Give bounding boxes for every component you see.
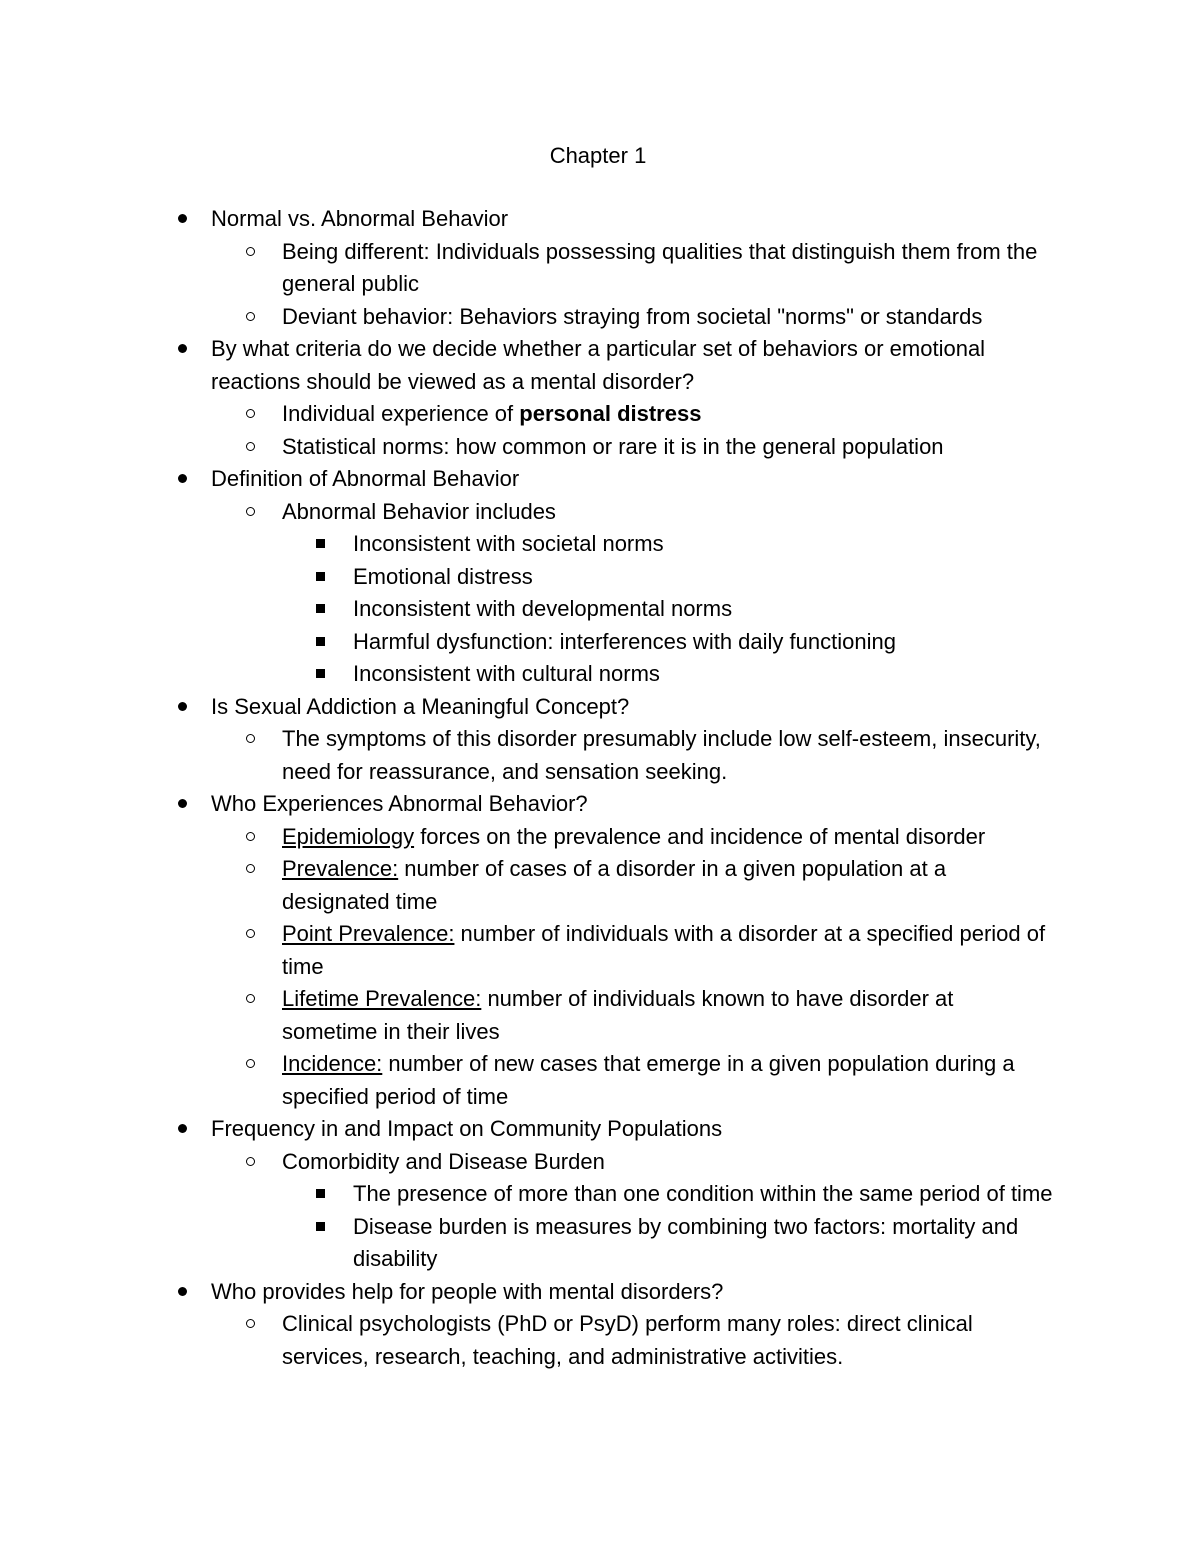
bullet-dot-icon bbox=[178, 474, 187, 483]
bullet-dot-icon bbox=[178, 799, 187, 808]
bullet-circle-icon bbox=[246, 507, 255, 516]
list-item bbox=[0, 821, 1054, 854]
list-item-text: Individual experience of bbox=[282, 401, 520, 426]
bullet-circle-icon bbox=[246, 1319, 255, 1328]
sub-list-item bbox=[0, 593, 1055, 626]
list-item bbox=[0, 1048, 1054, 1113]
list-item-text: Comorbidity and Disease Burden bbox=[282, 1148, 605, 1174]
bullet-square-icon bbox=[316, 1222, 325, 1231]
sub-list-item-text: The presence of more than one condition within the same period of time bbox=[353, 1181, 1053, 1206]
list-item-text: Deviant behavior: Behaviors straying from societal "norms" or standards bbox=[282, 303, 983, 329]
section-heading bbox=[0, 1276, 1051, 1309]
sub-list-item bbox=[0, 658, 1055, 691]
sub-list-item bbox=[0, 528, 1055, 561]
bullet-square-icon bbox=[316, 637, 325, 646]
bullet-circle-icon bbox=[246, 312, 255, 321]
list-item bbox=[0, 431, 1054, 464]
section-heading-text: Definition of Abnormal Behavior bbox=[211, 466, 520, 491]
list-item-text: The symptoms of this disorder presumably include low self-esteem, insecurity, need for reassurance, and sensation seeking. bbox=[282, 726, 1041, 784]
section-heading bbox=[0, 333, 1051, 398]
bullet-circle-icon bbox=[246, 832, 255, 841]
section-heading-text: Is Sexual Addiction a Meaningful Concept? bbox=[211, 693, 630, 719]
list-item bbox=[0, 496, 1054, 529]
bullet-circle-icon bbox=[246, 442, 255, 451]
bullet-dot-icon bbox=[178, 214, 187, 223]
sub-list-item bbox=[0, 561, 1055, 594]
list-item-text: number of new cases that emerge in a given population during a specified period of time bbox=[282, 1051, 1015, 1109]
sub-list-item-text: Emotional distress bbox=[353, 563, 533, 589]
sub-list-item bbox=[0, 626, 1055, 659]
sub-list-item-text: Inconsistent with societal norms bbox=[353, 531, 664, 556]
bullet-square-icon bbox=[316, 604, 325, 613]
bullet-circle-icon bbox=[246, 929, 255, 938]
underlined-term: Prevalence: bbox=[282, 856, 399, 881]
underlined-term: Incidence: bbox=[282, 1051, 383, 1076]
bullet-circle-icon bbox=[246, 1157, 255, 1166]
list-item bbox=[0, 398, 1054, 431]
list-item bbox=[0, 983, 1054, 1048]
bullet-square-icon bbox=[316, 1189, 325, 1198]
underlined-term: Lifetime Prevalence: bbox=[282, 986, 482, 1011]
list-item-text: forces on the prevalence and incidence of mental disorder bbox=[414, 823, 986, 849]
section-heading bbox=[0, 788, 1051, 821]
sub-list-item-text: Disease burden is measures by combining two factors: mortality and disability bbox=[353, 1213, 1019, 1271]
sub-list-item-text: Harmful dysfunction: interferences with daily functioning bbox=[353, 628, 896, 654]
bullet-circle-icon bbox=[246, 734, 255, 743]
list-item bbox=[0, 1146, 1054, 1179]
section-heading-text: By what criteria do we decide whether a particular set of behaviors or emotional reactions should be viewed as a mental disorder? bbox=[211, 336, 986, 394]
outline-list bbox=[0, 203, 1200, 1373]
page-title: Chapter 1 bbox=[549, 143, 647, 168]
section-heading bbox=[0, 463, 1051, 496]
list-item-text: Abnormal Behavior includes bbox=[282, 498, 556, 524]
sub-list-item-text: Inconsistent with cultural norms bbox=[353, 661, 660, 686]
section-heading bbox=[0, 203, 1051, 236]
list-item-text: Statistical norms: how common or rare it is in the general population bbox=[282, 433, 944, 459]
list-item-text: Being different: Individuals possessing qualities that distinguish them from the general public bbox=[282, 238, 1038, 296]
bullet-dot-icon bbox=[178, 702, 187, 711]
list-item bbox=[0, 1308, 1054, 1373]
list-item-text: number of individuals known to have disorder at sometime in their lives bbox=[282, 986, 954, 1044]
bullet-square-icon bbox=[316, 539, 325, 548]
underlined-term: Epidemiology bbox=[282, 823, 415, 849]
bullet-dot-icon bbox=[178, 1287, 187, 1296]
list-item bbox=[0, 853, 1054, 918]
bullet-circle-icon bbox=[246, 409, 255, 418]
list-item-text: number of cases of a disorder in a given population at a designated time bbox=[282, 856, 947, 914]
bullet-circle-icon bbox=[246, 994, 255, 1003]
section-heading bbox=[0, 691, 1051, 724]
bold-term: personal distress bbox=[519, 401, 702, 426]
bullet-circle-icon bbox=[246, 864, 255, 873]
sub-list-item bbox=[0, 1211, 1055, 1276]
sub-list-item-text: Inconsistent with developmental norms bbox=[353, 596, 733, 621]
bullet-dot-icon bbox=[178, 344, 187, 353]
list-item-text: Clinical psychologists (PhD or PsyD) perform many roles: direct clinical services, research, teaching, and administrative activities. bbox=[282, 1311, 973, 1369]
list-item-text: number of individuals with a disorder at a specified period of time bbox=[282, 921, 1046, 979]
bullet-dot-icon bbox=[178, 1124, 187, 1133]
bullet-square-icon bbox=[316, 572, 325, 581]
underlined-term: Point Prevalence: bbox=[282, 921, 455, 946]
bullet-circle-icon bbox=[246, 1059, 255, 1068]
section-heading-text: Frequency in and Impact on Community Populations bbox=[211, 1116, 723, 1141]
list-item bbox=[0, 723, 1054, 788]
section-heading-text: Normal vs. Abnormal Behavior bbox=[211, 206, 509, 231]
sub-list-item bbox=[0, 1178, 1055, 1211]
list-item bbox=[0, 918, 1054, 983]
bullet-circle-icon bbox=[246, 247, 255, 256]
list-item bbox=[0, 301, 1054, 334]
section-heading bbox=[0, 1113, 1051, 1146]
section-heading-text: Who provides help for people with mental disorders? bbox=[211, 1278, 724, 1304]
section-heading-text: Who Experiences Abnormal Behavior? bbox=[211, 791, 588, 816]
list-item bbox=[0, 236, 1054, 301]
bullet-square-icon bbox=[316, 669, 325, 678]
